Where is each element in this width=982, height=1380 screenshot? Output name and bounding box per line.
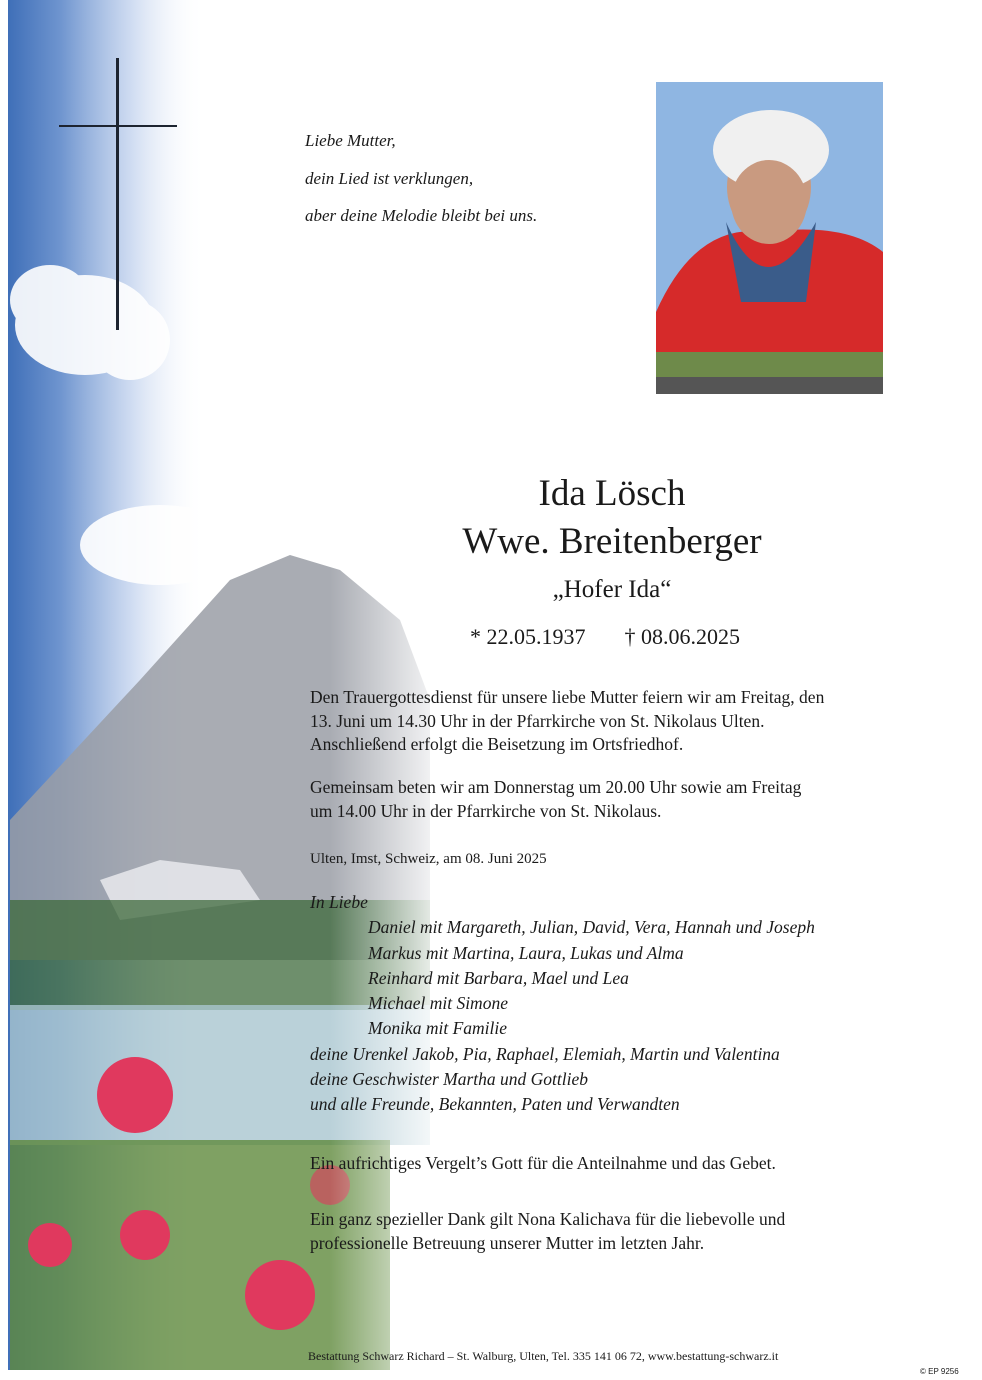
funeral-home-footer: Bestattung Schwarz Richard – St. Walburg, Ulten, Tel. 335 141 06 72, www.bestattung-schwarz.it — [308, 1349, 779, 1363]
mourner-line: und alle Freunde, Bekannten, Paten und Verwandten — [310, 1094, 680, 1115]
birth-date: * 22.05.1937 — [470, 624, 586, 649]
special-thanks — [310, 1208, 785, 1255]
text-line: professionelle Betreuung unserer Mutter im letzten Jahr. — [310, 1232, 705, 1253]
verse-line: dein Lied ist verklungen, — [305, 168, 474, 188]
deceased-nickname: „Hofer Ida“ — [552, 576, 672, 603]
mourner-line: deine Urenkel Jakob, Pia, Raphael, Elemiah, Martin und Valentina — [310, 1043, 780, 1064]
deceased-name: Ida Lösch — [538, 473, 686, 514]
mourner-line: Michael mit Simone — [368, 993, 508, 1014]
place-date: Ulten, Imst, Schweiz, am 08. Juni 2025 — [310, 851, 547, 867]
mourner-line: Daniel mit Margareth, Julian, David, Vera, Hannah und Joseph — [368, 917, 815, 938]
verse-line: Liebe Mutter, — [305, 131, 396, 150]
mourner-line: Monika mit Familie — [368, 1018, 508, 1039]
text-line: Gemeinsam beten wir am Donnerstag um 20.00 Uhr sowie am Freitag — [310, 777, 802, 797]
funeral-paragraph — [310, 686, 824, 757]
mourner-line: deine Geschwister Martha und Gottlieb — [310, 1069, 589, 1090]
text-line: 13. Juni um 14.30 Uhr in der Pfarrkirche von St. Nikolaus Ulten. — [310, 710, 765, 731]
prayer-paragraph — [310, 776, 801, 823]
thanks: Ein aufrichtiges Vergelt’s Gott für die Anteilnahme und das Gebet. — [310, 1153, 776, 1173]
text-line: Anschließend erfolgt die Beisetzung im Ortsfriedhof. — [310, 734, 684, 754]
death-date: † 08.06.2025 — [624, 624, 740, 649]
print-code: © EP 9256 — [920, 1367, 959, 1376]
deceased-married-name: Wwe. Breitenberger — [462, 521, 762, 562]
text-line: Ein ganz spezieller Dank gilt Nona Kalichava für die liebevolle und — [310, 1209, 786, 1229]
cross-icon — [116, 58, 119, 330]
text-line: Den Trauergottesdienst für unsere liebe Mutter feiern wir am Freitag, den — [310, 687, 825, 707]
mourners-list — [310, 890, 815, 1118]
verse-line: aber deine Melodie bleibt bei uns. — [305, 206, 538, 225]
life-dates — [470, 624, 740, 650]
mourners-intro: In Liebe — [310, 892, 368, 912]
text-line: um 14.00 Uhr in der Pfarrkirche von St. Nikolaus. — [310, 800, 662, 821]
mourner-line: Markus mit Martina, Laura, Lukas und Alma — [368, 942, 684, 963]
cross-icon-bar — [59, 125, 177, 127]
portrait-photo — [656, 82, 883, 394]
mourner-line: Reinhard mit Barbara, Mael und Lea — [368, 967, 629, 988]
verse — [305, 122, 537, 235]
